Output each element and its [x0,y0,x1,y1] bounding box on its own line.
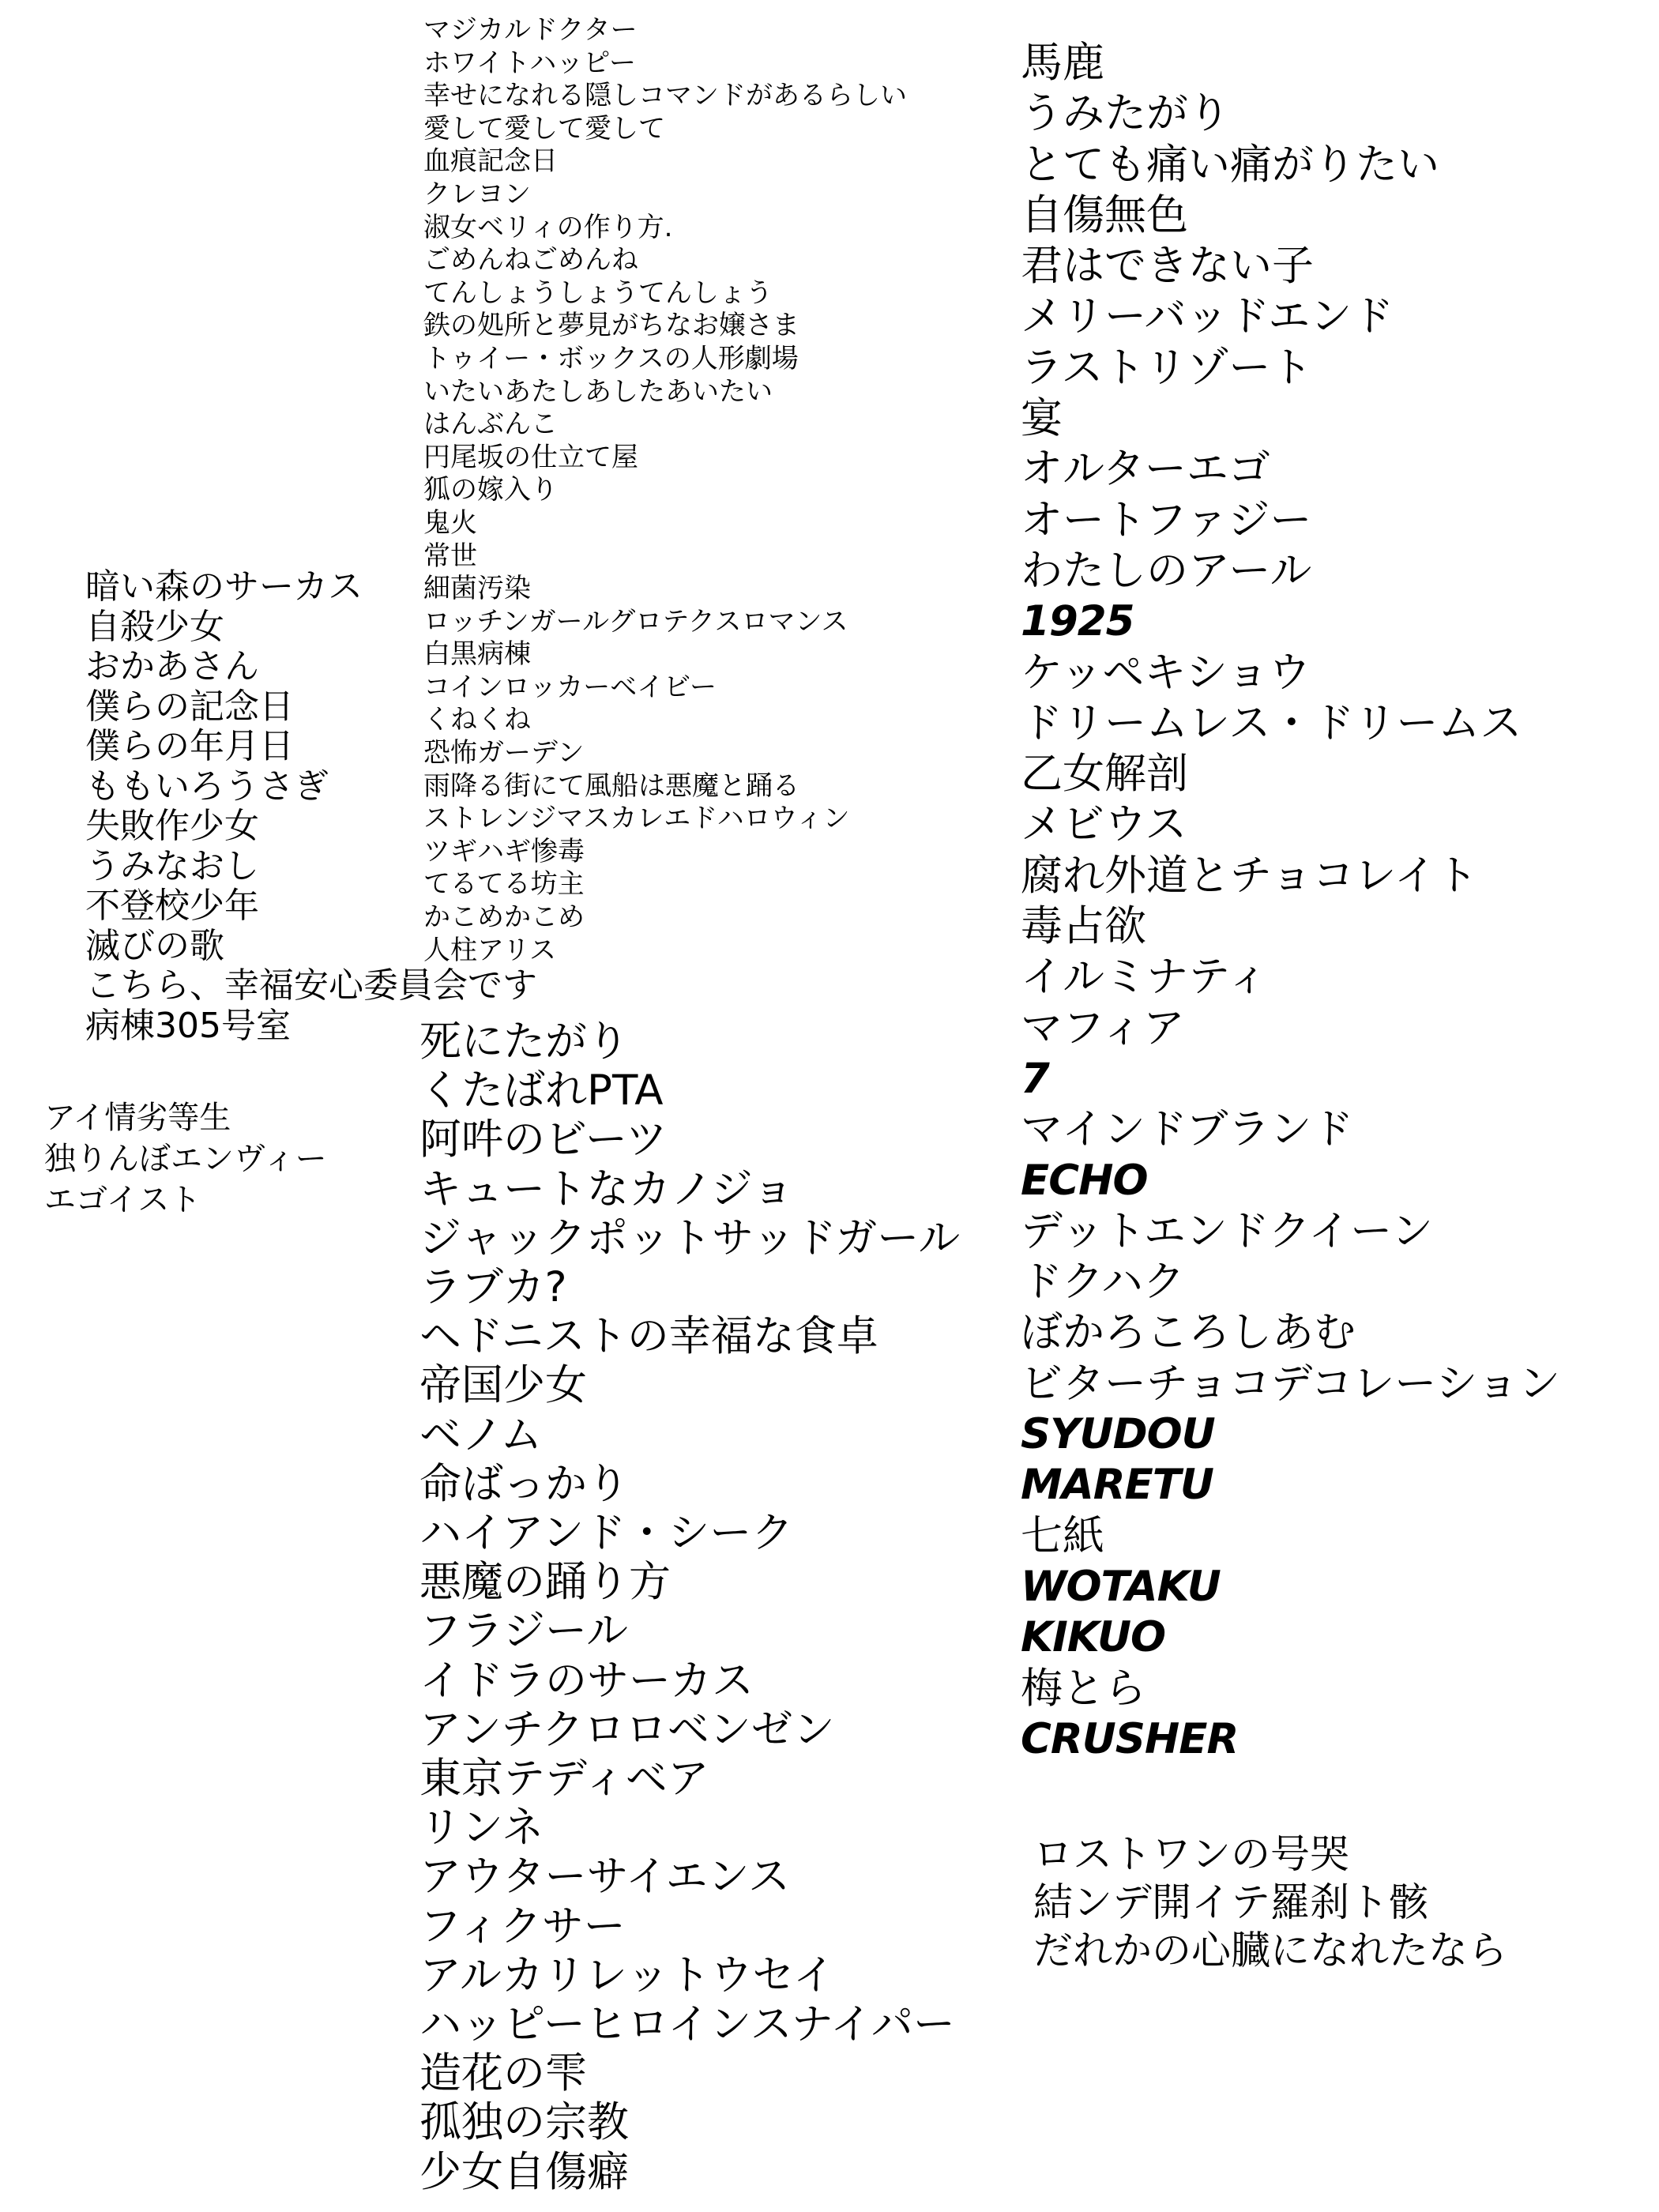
list-item: ドクハク [1021,1258,1185,1307]
list-item: トゥイー・ボックスの人形劇場 [423,342,799,374]
list-item: 毒占欲 [1021,902,1146,951]
list-item: うみなおし [85,845,259,886]
list-item: ハッピーヒロインスナイパー [419,2000,955,2049]
list-item: 悪魔の踊り方 [419,1558,671,1607]
list-item: ベノム [419,1410,543,1459]
list-item: 滅びの歌 [85,925,224,966]
list-item: 失敗作少女 [85,806,259,846]
list-item: ストレンジマスカレエドハロウィン [423,803,850,835]
list-item: 雨降る街にて風船は悪魔と踊る [423,769,799,802]
list-item: イドラのサーカス [419,1656,754,1705]
list-item: 梅とら [1021,1664,1146,1713]
list-item: 不登校少年 [85,886,259,926]
list-item: てるてる坊主 [423,868,585,901]
list-item: オルターエゴ [1021,445,1270,494]
center-small-list [423,14,907,967]
list-item: ジャックポットサッドガール [419,1213,961,1262]
list-item: ぼかろころしあむ [1021,1308,1356,1357]
list-item: ヘドニストの幸福な食卓 [419,1312,878,1361]
list-item: KIKUO [1021,1613,1166,1662]
list-item: ハイアンド・シーク [419,1509,794,1558]
list-item: 鉄の処所と夢見がちなお嬢さま [423,310,799,342]
list-item: くたばれPTA [419,1066,664,1115]
right-list [1021,38,1560,1765]
list-item: イルミナティ [1021,953,1269,1002]
list-item: キュートなカノジョ [419,1164,794,1213]
list-item: 血痕記念日 [423,145,558,178]
list-item: 七紙 [1021,1511,1104,1560]
list-item: アイ情劣等生 [44,1100,231,1136]
list-item: 暗い森のサーカス [85,566,363,607]
list-item: 命ばっかり [419,1459,629,1508]
list-item: デットエンドクイーン [1021,1206,1434,1255]
list-item: 阿吽のビーツ [419,1115,668,1164]
list-item: 淑女ベリィの作り方. [423,211,673,243]
list-item: 白黒病棟 [423,638,531,671]
list-item: 愛して愛して愛して [423,112,665,145]
list-item: 腐れ外道とチョコレイト [1021,851,1478,900]
list-item: 君はできない子 [1021,242,1314,291]
center-large-list [419,1018,960,2197]
list-item: マインドブランド [1021,1105,1354,1154]
list-item: てんしょうしょうてんしょう [423,276,773,309]
list-item: 幸せになれる隠しコマンドがあるらしい [423,80,907,112]
list-item: WOTAKU [1021,1562,1221,1611]
list-item: わたしのアール [1021,546,1312,595]
list-item: 常世 [423,540,477,572]
list-item: こちら、幸福安心委員会です [85,965,537,1006]
list-item: ケッペキショウ [1021,648,1311,697]
list-item: 独りんぼエンヴィー [44,1141,327,1177]
list-item: メビウス [1021,800,1187,849]
list-item: 僕らの年月日 [85,726,294,766]
list-item: はんぶんこ [423,408,558,441]
list-item: 狐の嫁入り [423,474,558,506]
list-item: オートファジー [1021,495,1312,544]
list-item: くねくね [423,704,531,736]
list-item: 死にたがり [419,1018,629,1066]
list-item: リンネ [419,1804,544,1853]
list-item: メリーバッドエンド [1021,292,1394,341]
list-item: 少女自傷癖 [419,2147,629,2196]
list-item: ごめんねごめんね [423,244,638,276]
list-item: ビターチョコデコレーション [1021,1359,1561,1408]
right-bottom-list [1033,1830,1507,1975]
list-item: クレヨン [423,178,531,210]
list-item: アルカリレットウセイ [419,1951,835,1999]
list-item: アウターサイエンス [419,1853,791,1902]
list-item: ロッチンガールグロテクスロマンス [423,605,848,638]
list-item: うみたがり [1021,89,1230,138]
list-item: とても痛い痛がりたい [1021,140,1439,189]
list-item: CRUSHER [1021,1714,1239,1763]
list-item: 馬鹿 [1021,39,1104,87]
list-item: アンチクロロベンゼン [419,1705,835,1754]
list-item: マフィア [1021,1003,1185,1052]
left-bottom-list [44,1097,327,1221]
list-item: 僕らの記念日 [85,686,294,727]
list-item: ECHO [1021,1156,1148,1205]
list-item: マジカルドクター [423,14,638,46]
list-item: 乙女解剖 [1021,750,1188,799]
list-item: ラストリゾート [1021,343,1313,392]
list-item: かこめかこめ [423,901,585,934]
list-item: 1925 [1021,597,1134,646]
list-item: ももいろうさぎ [85,766,329,807]
list-item: ドリームレス・ドリームス [1021,698,1522,747]
list-item: おかあさん [85,646,259,687]
list-item: 円尾坂の仕立て屋 [423,441,638,473]
list-item: 宴 [1021,394,1063,443]
list-item: フラジール [419,1607,628,1656]
list-item: 7 [1021,1054,1049,1103]
list-item: 人柱アリス [423,934,556,966]
list-item: 結ンデ開イテ羅刹ト骸 [1033,1879,1428,1925]
list-item: 恐怖ガーデン [423,737,585,769]
list-item: ロストワンの号哭 [1033,1831,1349,1877]
list-item: いたいあたしあしたあいたい [423,375,773,408]
list-item: フィクサー [419,1902,626,1951]
list-item: だれかの心臓になれたなら [1033,1928,1507,1973]
list-item: 細菌汚染 [423,573,531,605]
list-item: 自傷無色 [1021,190,1188,239]
list-item: 自殺少女 [85,606,224,647]
list-item: 東京テディベア [419,1755,709,1804]
list-item: 鬼火 [423,506,477,539]
list-item: 造花の雫 [419,2049,587,2098]
list-item: ホワイトハッピー [423,47,636,79]
list-item: ラブカ? [419,1263,567,1312]
list-item: MARETU [1021,1461,1213,1510]
list-item: SYUDOU [1021,1410,1215,1459]
list-item: コインロッカーベイビー [423,671,717,703]
list-item: 病棟305号室 [85,1005,291,1046]
list-item: エゴイスト [44,1182,201,1218]
list-item: 孤独の宗教 [419,2098,629,2147]
list-item: ツギハギ惨毒 [423,835,585,867]
list-item: 帝国少女 [419,1361,587,1410]
